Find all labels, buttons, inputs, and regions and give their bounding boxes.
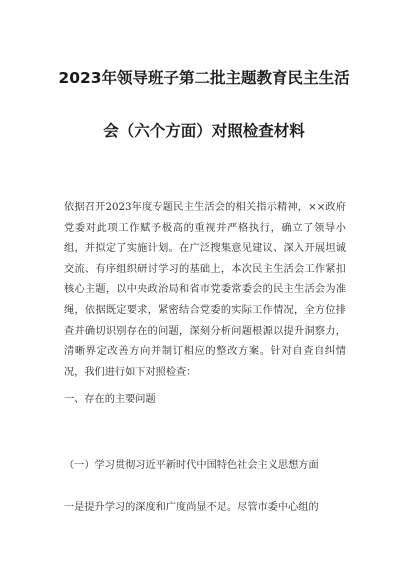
intro-paragraph: 依据召开2023年度专题民主生活会的相关指示精神，××政府党委对此项工作赋予极高的重视并严格执行，确立了领导小组，并拟定了实施计划。在广泛搜集意见建议、深入开展坦诚交流、有序组织研讨学习的基础上，本次民主生活会工作紧扣核心主题，以中央政治局和省市党委常委会的民主生活会为准绳，依据既定要求，紧密结合党委的实际工作情况，全方位排查并确切识别存在的问题，深刻分析问题根源以提升洞察力，清晰界定改善方向并制订相应的整改方案。针对自查自纠情况，我们进行如下对照检查： bbox=[64, 202, 346, 378]
intro-section bbox=[64, 198, 346, 383]
document-title-line-1: 2023年领导班子第二批主题教育民主生活 bbox=[58, 69, 350, 87]
section-heading: 一、存在的主要问题 bbox=[64, 394, 156, 405]
document-title-line-2: 会（六个方面）对照检查材料 bbox=[103, 122, 305, 140]
body-paragraph-2: 一是提升学习的深度和广度尚显不足。尽管市委中心组的 bbox=[64, 502, 319, 513]
subsection-heading: （一）学习贯彻习近平新时代中国特色社会主义思想方面 bbox=[64, 460, 319, 471]
